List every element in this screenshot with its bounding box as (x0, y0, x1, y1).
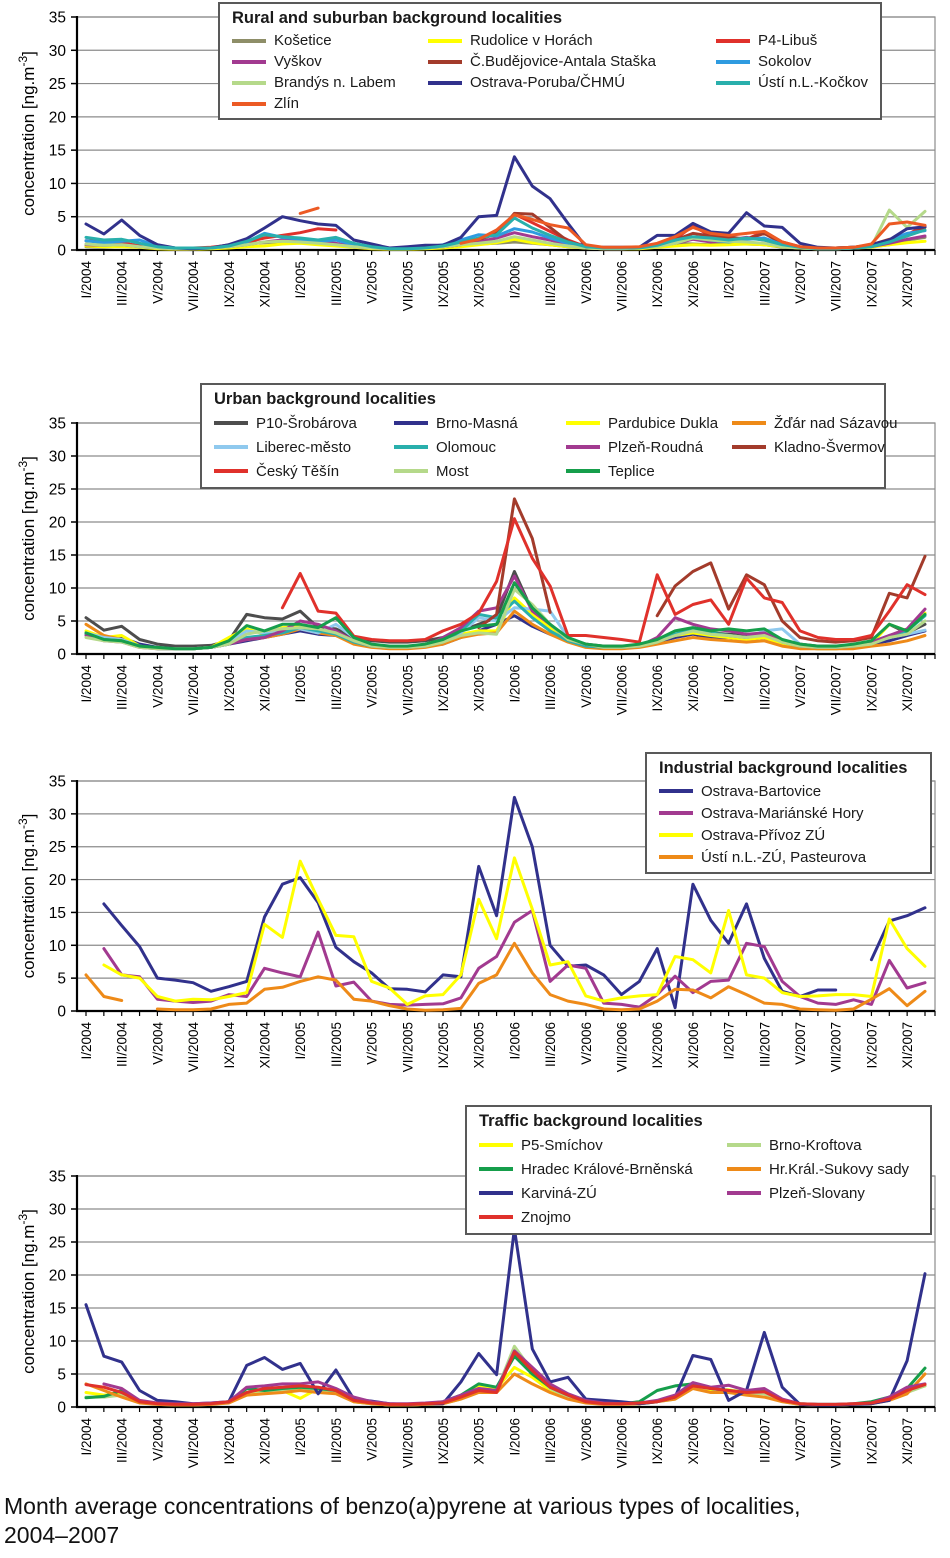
svg-text:IX/2005: IX/2005 (436, 1418, 452, 1465)
legend-label: Karviná-ZÚ (521, 1184, 597, 1202)
legend-label: Pardubice Dukla (608, 414, 719, 432)
svg-text:XI/2004: XI/2004 (257, 665, 273, 712)
svg-text:III/2005: III/2005 (328, 261, 344, 307)
svg-text:IX/2004: IX/2004 (221, 261, 237, 308)
svg-text:III/2006: III/2006 (543, 261, 559, 307)
legend-label: P5-Smíchov (521, 1136, 603, 1154)
svg-text:III/2005: III/2005 (328, 665, 344, 711)
legend-label: P10-Šrobárova (256, 414, 357, 432)
svg-text:25: 25 (48, 1234, 66, 1252)
legend-swatch (727, 1143, 761, 1147)
svg-text:IX/2006: IX/2006 (650, 1418, 666, 1465)
legend-label: P4-Libuš (758, 32, 818, 49)
legend-swatch (659, 789, 693, 793)
svg-text:XI/2004: XI/2004 (257, 261, 273, 308)
svg-text:V/2007: V/2007 (793, 261, 809, 304)
legend-item (479, 1205, 727, 1229)
legend-label: Hradec Králové-Brněnská (521, 1160, 693, 1178)
svg-text:20: 20 (48, 109, 66, 127)
svg-text:IX/2005: IX/2005 (436, 1022, 452, 1069)
legend-item (566, 411, 732, 435)
legend-item (232, 30, 428, 51)
legend-label: Zlín (274, 95, 300, 112)
svg-text:10: 10 (48, 937, 66, 955)
legend-item (479, 1157, 727, 1181)
legend-item (428, 30, 716, 51)
legend-swatch (659, 833, 693, 837)
legend-item (232, 72, 428, 93)
svg-text:VII/2006: VII/2006 (614, 261, 630, 312)
svg-text:10: 10 (48, 1333, 66, 1351)
legend-swatch (394, 445, 428, 449)
legend-swatch (659, 811, 693, 815)
legend-label: Brandýs n. Labem (274, 74, 396, 91)
series-line (86, 1356, 925, 1404)
svg-text:IX/2007: IX/2007 (864, 1418, 880, 1465)
svg-text:I/2004: I/2004 (79, 665, 94, 703)
svg-text:III/2005: III/2005 (328, 1418, 344, 1464)
svg-text:35: 35 (48, 415, 66, 433)
svg-text:35: 35 (48, 773, 66, 791)
svg-text:XI/2004: XI/2004 (257, 1418, 273, 1465)
svg-text:10: 10 (48, 580, 66, 598)
svg-text:VII/2006: VII/2006 (614, 1022, 630, 1073)
legend-item (566, 459, 732, 483)
svg-text:VII/2006: VII/2006 (614, 665, 630, 716)
svg-text:10: 10 (48, 175, 66, 193)
legend-item (566, 435, 732, 459)
legend-label: Sokolov (758, 53, 812, 70)
svg-text:IX/2004: IX/2004 (221, 665, 237, 712)
svg-text:V/2006: V/2006 (578, 665, 594, 708)
svg-text:III/2007: III/2007 (757, 261, 773, 307)
svg-text:IX/2004: IX/2004 (221, 1022, 237, 1069)
legend-title-traffic: Traffic background localities (479, 1112, 703, 1130)
svg-text:V/2005: V/2005 (364, 1418, 380, 1461)
legend-label: Teplice (608, 462, 655, 480)
legend-item (214, 411, 394, 435)
legend-item (232, 51, 428, 72)
legend-rural (218, 2, 882, 120)
legend-swatch (232, 102, 266, 106)
legend-item (479, 1181, 727, 1205)
svg-text:XI/2005: XI/2005 (471, 1418, 487, 1465)
svg-text:VII/2005: VII/2005 (400, 665, 416, 716)
legend-swatch (479, 1215, 513, 1219)
svg-text:0: 0 (57, 1003, 66, 1021)
legend-columns-urban (214, 411, 898, 483)
svg-text:XI/2006: XI/2006 (685, 261, 701, 308)
svg-text:VII/2007: VII/2007 (828, 665, 844, 716)
legend-column (479, 1133, 727, 1229)
svg-text:V/2006: V/2006 (578, 261, 594, 304)
legend-label: Rudolice v Horách (470, 32, 593, 49)
svg-text:30: 30 (48, 42, 66, 60)
legend-label: Brno-Kroftova (769, 1136, 862, 1154)
legend-label: Ostrava-Mariánské Hory (701, 804, 864, 822)
legend-swatch (214, 421, 248, 425)
svg-text:I/2005: I/2005 (293, 261, 309, 299)
legend-industrial (645, 752, 932, 874)
legend-swatch (732, 421, 766, 425)
svg-text:III/2004: III/2004 (114, 665, 130, 711)
legend-swatch (428, 39, 462, 43)
legend-item (716, 72, 869, 93)
legend-label: Brno-Masná (436, 414, 518, 432)
svg-text:III/2005: III/2005 (328, 1022, 344, 1068)
legend-label: Ostrava-Poruba/ČHMÚ (470, 74, 626, 91)
legend-swatch (727, 1167, 761, 1171)
svg-text:V/2005: V/2005 (364, 665, 380, 708)
svg-text:XI/2007: XI/2007 (900, 1418, 916, 1465)
legend-swatch (566, 445, 600, 449)
svg-text:V/2007: V/2007 (793, 1418, 809, 1461)
legend-item (479, 1133, 727, 1157)
svg-text:V/2004: V/2004 (150, 665, 166, 708)
legend-swatch (232, 39, 266, 43)
svg-text:V/2005: V/2005 (364, 261, 380, 304)
legend-swatch (232, 81, 266, 85)
svg-text:I/2005: I/2005 (293, 1022, 309, 1060)
legend-swatch (214, 469, 248, 473)
legend-item (394, 435, 566, 459)
legend-column (232, 30, 428, 114)
svg-text:VII/2007: VII/2007 (828, 1022, 844, 1073)
svg-text:I/2007: I/2007 (721, 1022, 737, 1060)
legend-swatch (716, 60, 750, 64)
svg-text:V/2004: V/2004 (150, 1022, 166, 1065)
svg-text:XI/2007: XI/2007 (900, 1022, 916, 1069)
legend-item (716, 30, 866, 51)
legend-label: Ústí n.L.-ZÚ, Pasteurova (701, 848, 867, 866)
svg-text:V/2006: V/2006 (578, 1022, 594, 1065)
legend-item (727, 1181, 917, 1205)
svg-text:IX/2006: IX/2006 (650, 261, 666, 308)
legend-urban (200, 383, 898, 489)
svg-text:I/2006: I/2006 (507, 665, 523, 703)
svg-text:IX/2005: IX/2005 (436, 665, 452, 712)
legend-swatch (732, 445, 766, 449)
svg-text:V/2005: V/2005 (364, 1022, 380, 1065)
svg-text:30: 30 (48, 1201, 66, 1219)
svg-text:IX/2007: IX/2007 (864, 1022, 880, 1069)
legend-label: Most (436, 462, 469, 480)
y-axis-title: concentration $[ng.m^{-3}]$ (16, 1209, 38, 1374)
svg-text:0: 0 (57, 242, 66, 260)
legend-label: Košetice (274, 32, 332, 49)
svg-text:25: 25 (48, 481, 66, 499)
svg-text:I/2006: I/2006 (507, 261, 523, 299)
legend-item (428, 72, 716, 93)
legend-column (394, 411, 566, 483)
legend-swatch (214, 445, 248, 449)
svg-text:VII/2004: VII/2004 (186, 1022, 202, 1073)
svg-text:30: 30 (48, 448, 66, 466)
legend-swatch (716, 81, 750, 85)
legend-label: Ostrava-Bartovice (701, 782, 822, 800)
legend-label: Plzeň-Slovany (769, 1184, 865, 1202)
svg-text:XI/2006: XI/2006 (685, 1022, 701, 1069)
svg-text:III/2006: III/2006 (543, 1022, 559, 1068)
svg-text:V/2006: V/2006 (578, 1418, 594, 1461)
caption: Month average concentrations of benzo(a)pyrene at various types of localities, 2004–2007 (4, 1493, 801, 1549)
svg-text:25: 25 (48, 839, 66, 857)
legend-label: Znojmo (521, 1208, 572, 1226)
svg-text:20: 20 (48, 1267, 66, 1285)
svg-text:III/2004: III/2004 (114, 261, 130, 307)
svg-text:25: 25 (48, 76, 66, 94)
legend-swatch (566, 469, 600, 473)
legend-item (659, 802, 914, 824)
svg-text:V/2007: V/2007 (793, 665, 809, 708)
legend-item (214, 459, 394, 483)
legend-label: Č.Budějovice-Antala Staška (470, 53, 656, 70)
legend-item (659, 846, 914, 868)
svg-text:5: 5 (57, 209, 66, 227)
legend-label: Liberec-město (256, 438, 352, 456)
svg-text:XI/2006: XI/2006 (685, 1418, 701, 1465)
svg-text:V/2007: V/2007 (793, 1022, 809, 1065)
legend-swatch (479, 1167, 513, 1171)
svg-text:I/2007: I/2007 (721, 665, 737, 703)
legend-columns-traffic (479, 1133, 922, 1229)
svg-text:IX/2005: IX/2005 (436, 261, 452, 308)
svg-text:15: 15 (48, 547, 66, 565)
svg-text:I/2007: I/2007 (721, 261, 737, 299)
legend-item (232, 93, 428, 114)
legend-swatch (394, 469, 428, 473)
svg-text:0: 0 (57, 646, 66, 664)
svg-text:I/2006: I/2006 (507, 1418, 523, 1456)
svg-text:XI/2007: XI/2007 (900, 261, 916, 308)
legend-swatch (479, 1191, 513, 1195)
svg-text:III/2004: III/2004 (114, 1022, 130, 1068)
legend-label: Ústí n.L.-Kočkov (758, 74, 869, 91)
legend-label: Český Těšín (256, 462, 340, 480)
svg-text:VII/2007: VII/2007 (828, 261, 844, 312)
svg-text:20: 20 (48, 514, 66, 532)
svg-text:III/2006: III/2006 (543, 665, 559, 711)
svg-text:IX/2007: IX/2007 (864, 261, 880, 308)
legend-swatch (428, 60, 462, 64)
legend-swatch (232, 60, 266, 64)
svg-text:VII/2005: VII/2005 (400, 261, 416, 312)
svg-text:5: 5 (57, 1366, 66, 1384)
legend-swatch (479, 1143, 513, 1147)
legend-column (428, 30, 716, 114)
legend-item (428, 51, 716, 72)
series-line (282, 519, 925, 642)
legend-label: Olomouc (436, 438, 497, 456)
svg-text:IX/2006: IX/2006 (650, 1022, 666, 1069)
legend-swatch (566, 421, 600, 425)
svg-text:15: 15 (48, 1300, 66, 1318)
legend-columns-rural (232, 30, 872, 114)
legend-title-industrial: Industrial background localities (659, 759, 908, 777)
legend-item (394, 411, 566, 435)
legend-label: Plzeň-Roudná (608, 438, 704, 456)
svg-text:I/2005: I/2005 (293, 1418, 309, 1456)
svg-text:III/2006: III/2006 (543, 1418, 559, 1464)
svg-text:VII/2004: VII/2004 (186, 261, 202, 312)
svg-text:XI/2004: XI/2004 (257, 1022, 273, 1069)
legend-swatch (428, 81, 462, 85)
legend-swatch (659, 855, 693, 859)
svg-text:I/2006: I/2006 (507, 1022, 523, 1060)
svg-text:20: 20 (48, 872, 66, 890)
legend-item (214, 435, 394, 459)
svg-text:XI/2005: XI/2005 (471, 260, 487, 308)
series-line (104, 911, 925, 1008)
legend-column (214, 411, 394, 483)
legend-item (659, 780, 914, 802)
svg-text:VII/2004: VII/2004 (186, 1418, 202, 1469)
svg-text:IX/2006: IX/2006 (650, 665, 666, 712)
svg-text:VII/2005: VII/2005 (400, 1022, 416, 1073)
legend-item (659, 824, 914, 846)
y-axis-title: concentration $[ng.m^{-3}]$ (16, 456, 38, 621)
legend-item (727, 1133, 917, 1157)
svg-text:XI/2005: XI/2005 (471, 1022, 487, 1069)
legend-column (716, 30, 869, 114)
svg-text:V/2004: V/2004 (150, 1418, 166, 1461)
svg-text:XI/2007: XI/2007 (900, 665, 916, 712)
svg-text:I/2004: I/2004 (79, 1418, 94, 1456)
svg-text:15: 15 (48, 904, 66, 922)
svg-text:IX/2004: IX/2004 (221, 1418, 237, 1465)
svg-text:0: 0 (57, 1399, 66, 1417)
y-axis-title: concentration $[ng.m^{-3}]$ (16, 51, 38, 216)
legend-title-rural: Rural and suburban background localities (232, 9, 563, 27)
legend-item (732, 411, 898, 435)
legend-title-urban: Urban background localities (214, 390, 436, 408)
y-axis-title: concentration $[ng.m^{-3}]$ (16, 813, 38, 979)
svg-text:I/2005: I/2005 (293, 665, 309, 703)
svg-text:III/2007: III/2007 (757, 1022, 773, 1068)
series-line (300, 208, 925, 248)
legend-item (716, 51, 866, 72)
svg-text:35: 35 (48, 9, 66, 27)
legend-label: Žďár nad Sázavou (774, 414, 898, 432)
svg-text:5: 5 (57, 613, 66, 631)
svg-text:XI/2005: XI/2005 (471, 665, 487, 712)
legend-column (566, 411, 732, 483)
legend-label: Vyškov (274, 53, 322, 70)
svg-text:I/2007: I/2007 (721, 1418, 737, 1456)
svg-text:35: 35 (48, 1168, 66, 1186)
legend-item (727, 1157, 917, 1181)
legend-swatch (716, 39, 750, 43)
svg-text:VII/2005: VII/2005 (400, 1418, 416, 1469)
legend-traffic (465, 1105, 932, 1235)
legend-columns-industrial (659, 780, 922, 868)
svg-text:30: 30 (48, 806, 66, 824)
svg-text:VII/2007: VII/2007 (828, 1418, 844, 1469)
legend-item (394, 459, 566, 483)
legend-swatch (727, 1191, 761, 1195)
legend-label: Hr.Král.-Sukovy sady (769, 1160, 910, 1178)
svg-text:VII/2006: VII/2006 (614, 1418, 630, 1469)
legend-column (732, 411, 898, 483)
legend-label: Ostrava-Přívoz ZÚ (701, 826, 826, 844)
legend-column (659, 780, 914, 868)
svg-text:I/2004: I/2004 (79, 261, 94, 299)
legend-item (732, 435, 885, 459)
svg-text:VII/2004: VII/2004 (186, 665, 202, 716)
svg-text:XI/2006: XI/2006 (685, 665, 701, 712)
legend-label: Kladno-Švermov (774, 438, 885, 456)
legend-column (727, 1133, 917, 1229)
legend-swatch (394, 421, 428, 425)
svg-text:5: 5 (57, 970, 66, 988)
svg-text:I/2004: I/2004 (79, 1022, 94, 1060)
svg-text:V/2004: V/2004 (150, 261, 166, 304)
svg-text:15: 15 (48, 142, 66, 160)
svg-text:III/2007: III/2007 (757, 1418, 773, 1464)
svg-text:IX/2007: IX/2007 (864, 665, 880, 712)
svg-text:III/2004: III/2004 (114, 1418, 130, 1464)
svg-text:III/2007: III/2007 (757, 665, 773, 711)
